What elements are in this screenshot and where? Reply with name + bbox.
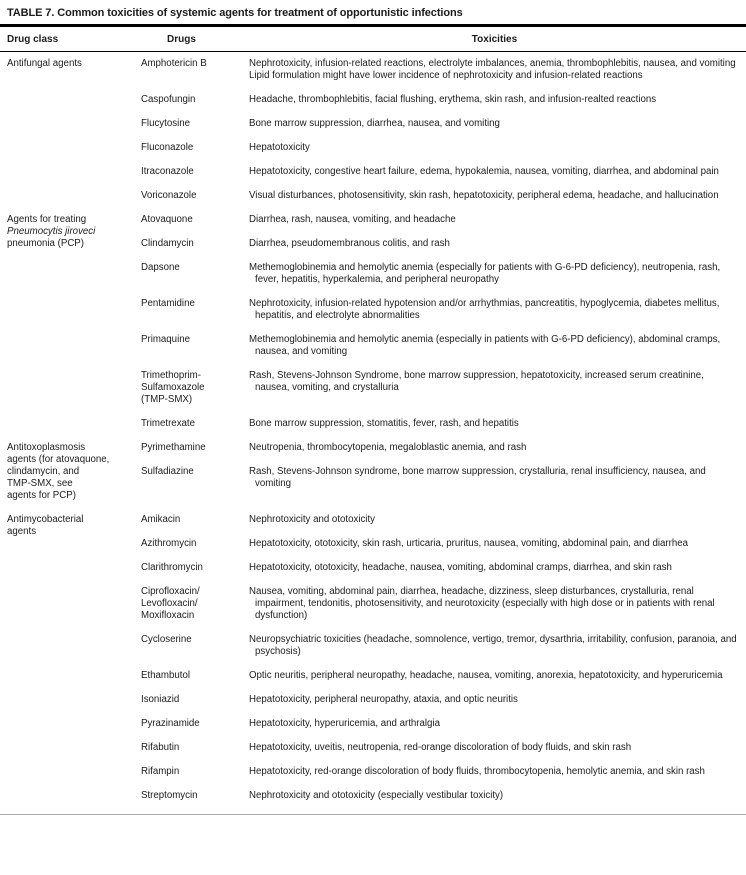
toxicities-cell [249, 94, 740, 106]
drug-name-cell [141, 634, 249, 658]
table-row [141, 298, 740, 322]
table-row [141, 538, 740, 550]
drug-name-cell [141, 466, 249, 490]
toxicities-cell [249, 562, 740, 574]
table-row [141, 190, 740, 202]
table-row [141, 58, 740, 82]
drug-class-cell [7, 58, 141, 202]
drug-class-cell [7, 214, 141, 430]
toxicity-paragraph: Hepatotoxicity, ototoxicity, headache, nausea, vomiting, abdominal cramps, diarrhea, and skin rash [249, 562, 672, 573]
drug-name-cell [141, 562, 249, 574]
column-header-toxicities: Toxicities [471, 33, 518, 45]
table-body [7, 52, 740, 802]
drug-name-cell [141, 298, 249, 322]
column-header-drug-class: Drug class [7, 33, 59, 45]
drug-name-line: Amikacin [141, 514, 181, 525]
drug-name-line: Rifampin [141, 766, 180, 777]
table-row [141, 334, 740, 358]
table-row [141, 466, 740, 490]
drug-name-cell [141, 538, 249, 550]
drug-class-line: TMP-SMX, see [7, 478, 73, 489]
toxicity-paragraph: Hepatotoxicity, hyperuricemia, and arthralgia [249, 718, 440, 729]
toxicities-cell [249, 466, 740, 490]
drug-name-line: Atovaquone [141, 214, 193, 225]
table-row [141, 118, 740, 130]
drug-name-cell [141, 418, 249, 430]
drug-name-line: Sulfamoxazole [141, 382, 205, 393]
toxicity-paragraph: Rash, Stevens-Johnson syndrome, bone marrow suppression, crystalluria, renal insufficiency, nausea, and vomiting [249, 466, 706, 489]
table-row [141, 766, 740, 778]
drug-rows [141, 442, 740, 502]
drug-name-cell [141, 262, 249, 286]
toxicities-cell [249, 166, 740, 178]
toxicities-cell [249, 742, 740, 754]
drug-name-cell [141, 742, 249, 754]
table-row [141, 370, 740, 406]
drug-name-line: Flucytosine [141, 118, 190, 129]
drug-name-cell [141, 718, 249, 730]
drug-name-cell [141, 118, 249, 130]
drug-name-cell [141, 334, 249, 358]
drug-name-cell [141, 370, 249, 406]
table-row [141, 442, 740, 454]
table-bottom-rule [0, 814, 746, 815]
drug-name-line: Amphotericin B [141, 58, 207, 69]
table-row [141, 142, 740, 154]
toxicity-paragraph: Bone marrow suppression, diarrhea, nausea, and vomiting [249, 118, 500, 129]
drug-name-cell [141, 766, 249, 778]
toxicities-cell [249, 142, 740, 154]
drug-class-line: agents for PCP) [7, 490, 76, 501]
toxicities-cell [249, 538, 740, 550]
toxicity-paragraph: Nephrotoxicity and ototoxicity [249, 514, 375, 525]
drug-name-cell [141, 442, 249, 454]
table-row [141, 586, 740, 622]
toxicities-cell [249, 238, 740, 250]
drug-name-line: Rifabutin [141, 742, 180, 753]
toxicity-paragraph: Nephrotoxicity, infusion-related hypotension and/or arrhythmias, pancreatitis, hypoglycemia, diabetes mellitus, hepatitis, and electrolyte abnormalities [249, 298, 720, 321]
table-row [141, 166, 740, 178]
drug-name-line: Isoniazid [141, 694, 180, 705]
drug-name-line: Moxifloxacin [141, 610, 195, 621]
drug-name-line: Fluconazole [141, 142, 194, 153]
toxicity-paragraph: Hepatotoxicity, uveitis, neutropenia, red-orange discoloration of body fluids, and skin rash [249, 742, 632, 753]
toxicity-paragraph: Hepatotoxicity [249, 142, 310, 153]
drug-name-line: Dapsone [141, 262, 180, 273]
drug-name-cell [141, 214, 249, 226]
drug-rows [141, 514, 740, 802]
drug-class-line: Antifungal agents [7, 58, 82, 69]
toxicity-paragraph: Lipid formulation might have lower incidence of nephrotoxicity and infusion-related reactions [249, 70, 643, 81]
drug-name-line: Clarithromycin [141, 562, 203, 573]
table-row [141, 670, 740, 682]
toxicity-paragraph: Nausea, vomiting, abdominal pain, diarrhea, headache, dizziness, sleep disturbances, crystalluria, renal impairment, tendonitis, photosensitivity, and neurotoxicity (especially with high dose or in patients with renal dysfunction) [249, 586, 715, 621]
drug-name-cell [141, 166, 249, 178]
drug-class-line: pneumonia (PCP) [7, 238, 84, 249]
toxicity-paragraph: Hepatotoxicity, peripheral neuropathy, ataxia, and optic neuritis [249, 694, 518, 705]
drug-rows [141, 58, 740, 202]
drug-name-cell [141, 514, 249, 526]
drug-name-cell [141, 94, 249, 106]
toxicities-cell [249, 694, 740, 706]
toxicity-paragraph: Methemoglobinemia and hemolytic anemia (especially for patients with G-6-PD deficiency), neutropenia, rash, fever, hepatitis, hyperkalemia, and peripheral neuropathy [249, 262, 721, 285]
drug-name-cell [141, 58, 249, 82]
toxicity-paragraph: Nephrotoxicity, infusion-related reactions, electrolyte imbalances, anemia, thrombophlebitis, nausea, and vomiting [249, 58, 736, 69]
drug-name-line: Trimetrexate [141, 418, 196, 429]
toxicity-paragraph: Bone marrow suppression, stomatitis, fever, rash, and hepatitis [249, 418, 519, 429]
drug-name-line: Caspofungin [141, 94, 196, 105]
table-row [141, 418, 740, 430]
drug-name-line: Levofloxacin/ [141, 598, 198, 609]
toxicity-paragraph: Neuropsychiatric toxicities (headache, somnolence, vertigo, tremor, dysarthria, irritability, confusion, paranoia, and psychosis) [249, 634, 737, 657]
drug-name-line: Itraconazole [141, 166, 194, 177]
toxicities-cell [249, 670, 740, 682]
table-row [141, 634, 740, 658]
drug-name-cell [141, 238, 249, 250]
table-row [141, 718, 740, 730]
table-row [141, 694, 740, 706]
table-section [7, 442, 740, 502]
table-row [141, 262, 740, 286]
drug-name-cell [141, 694, 249, 706]
drug-class-line: agents [7, 526, 37, 537]
table-row [141, 214, 740, 226]
drug-name-cell [141, 142, 249, 154]
toxicities-cell [249, 790, 740, 802]
drug-name-line: Pyrimethamine [141, 442, 206, 453]
drug-name-line: Primaquine [141, 334, 191, 345]
toxicities-cell [249, 418, 740, 430]
toxicities-cell [249, 190, 740, 202]
toxicity-paragraph: Headache, thrombophlebitis, facial flushing, erythema, skin rash, and infusion-realted reactions [249, 94, 657, 105]
drug-name-line: Sulfadiazine [141, 466, 194, 477]
toxicity-paragraph: Diarrhea, pseudomembranous colitis, and rash [249, 238, 450, 249]
table-row [141, 514, 740, 526]
toxicities-cell [249, 514, 740, 526]
drug-rows [141, 214, 740, 430]
drug-name-line: Ethambutol [141, 670, 191, 681]
toxicities-cell [249, 634, 740, 658]
drug-class-cell [7, 442, 141, 502]
table-row [141, 238, 740, 250]
toxicity-paragraph: Optic neuritis, peripheral neuropathy, headache, nausea, vomiting, anorexia, hepatotoxicity, and hyperuricemia [249, 670, 723, 681]
toxicities-cell [249, 334, 740, 358]
toxicity-paragraph: Hepatotoxicity, congestive heart failure, edema, hypokalemia, nausea, vomiting, diarrhea, and abdominal pain [249, 166, 719, 177]
table-row [141, 742, 740, 754]
toxicities-cell [249, 370, 740, 406]
toxicities-cell [249, 442, 740, 454]
table-header-row [7, 27, 740, 51]
drug-name-line: Clindamycin [141, 238, 194, 249]
drug-name-line: Pyrazinamide [141, 718, 200, 729]
table-row [141, 790, 740, 802]
drug-name-line: Azithromycin [141, 538, 197, 549]
toxicities-cell [249, 586, 740, 622]
drug-name-cell [141, 586, 249, 622]
drug-name-line: Pentamidine [141, 298, 195, 309]
toxicities-cell [249, 718, 740, 730]
drug-name-cell [141, 790, 249, 802]
toxicity-paragraph: Neutropenia, thrombocytopenia, megaloblastic anemia, and rash [249, 442, 527, 453]
drug-name-line: Voriconazole [141, 190, 197, 201]
drug-name-cell [141, 670, 249, 682]
toxicity-paragraph: Rash, Stevens-Johnson Syndrome, bone marrow suppression, hepatotoxicity, increased serum creatinine, nausea, vomiting, and crystalluria [249, 370, 704, 393]
toxicity-paragraph: Visual disturbances, photosensitivity, skin rash, hepatotoxicity, peripheral edema, headache, and hallucination [249, 190, 719, 201]
toxicity-paragraph: Methemoglobinemia and hemolytic anemia (especially in patients with G-6-PD deficiency), abdominal cramps, nausea, and vomiting [249, 334, 721, 357]
drug-class-line: Antimycobacterial [7, 514, 84, 525]
drug-name-line: Cycloserine [141, 634, 192, 645]
toxicity-paragraph: Hepatotoxicity, red-orange discoloration of body fluids, thrombocytopenia, hemolytic anemia, and skin rash [249, 766, 705, 777]
drug-name-cell [141, 190, 249, 202]
toxicities-cell [249, 214, 740, 226]
table-row [141, 562, 740, 574]
drug-class-line: Agents for treating [7, 214, 87, 225]
toxicity-paragraph: Diarrhea, rash, nausea, vomiting, and headache [249, 214, 456, 225]
table-section [7, 514, 740, 802]
drug-name-line: (TMP-SMX) [141, 394, 193, 405]
drug-class-line: clindamycin, and [7, 466, 80, 477]
toxicities-cell [249, 58, 740, 82]
drug-name-line: Trimethoprim- [141, 370, 201, 381]
drug-class-line: Antitoxoplasmosis [7, 442, 86, 453]
drug-class-line: Pneumocytis jiroveci [7, 226, 96, 237]
drug-class-line: agents (for atovaquone, [7, 454, 110, 465]
toxicities-cell [249, 262, 740, 286]
column-header-drugs: Drugs [167, 33, 196, 45]
table-section [7, 58, 740, 202]
table-row [141, 94, 740, 106]
toxicity-paragraph: Hepatotoxicity, ototoxicity, skin rash, urticaria, pruritus, nausea, vomiting, abdominal pain, and diarrhea [249, 538, 689, 549]
toxicities-cell [249, 766, 740, 778]
table-section [7, 214, 740, 430]
toxicity-paragraph: Nephrotoxicity and ototoxicity (especially vestibular toxicity) [249, 790, 504, 801]
table-title: TABLE 7. Common toxicities of systemic agents for treatment of opportunistic infections [7, 7, 463, 19]
drug-class-cell [7, 514, 141, 802]
drug-name-line: Streptomycin [141, 790, 198, 801]
drug-name-line: Ciprofloxacin/ [141, 586, 200, 597]
toxicities-cell [249, 298, 740, 322]
toxicities-cell [249, 118, 740, 130]
